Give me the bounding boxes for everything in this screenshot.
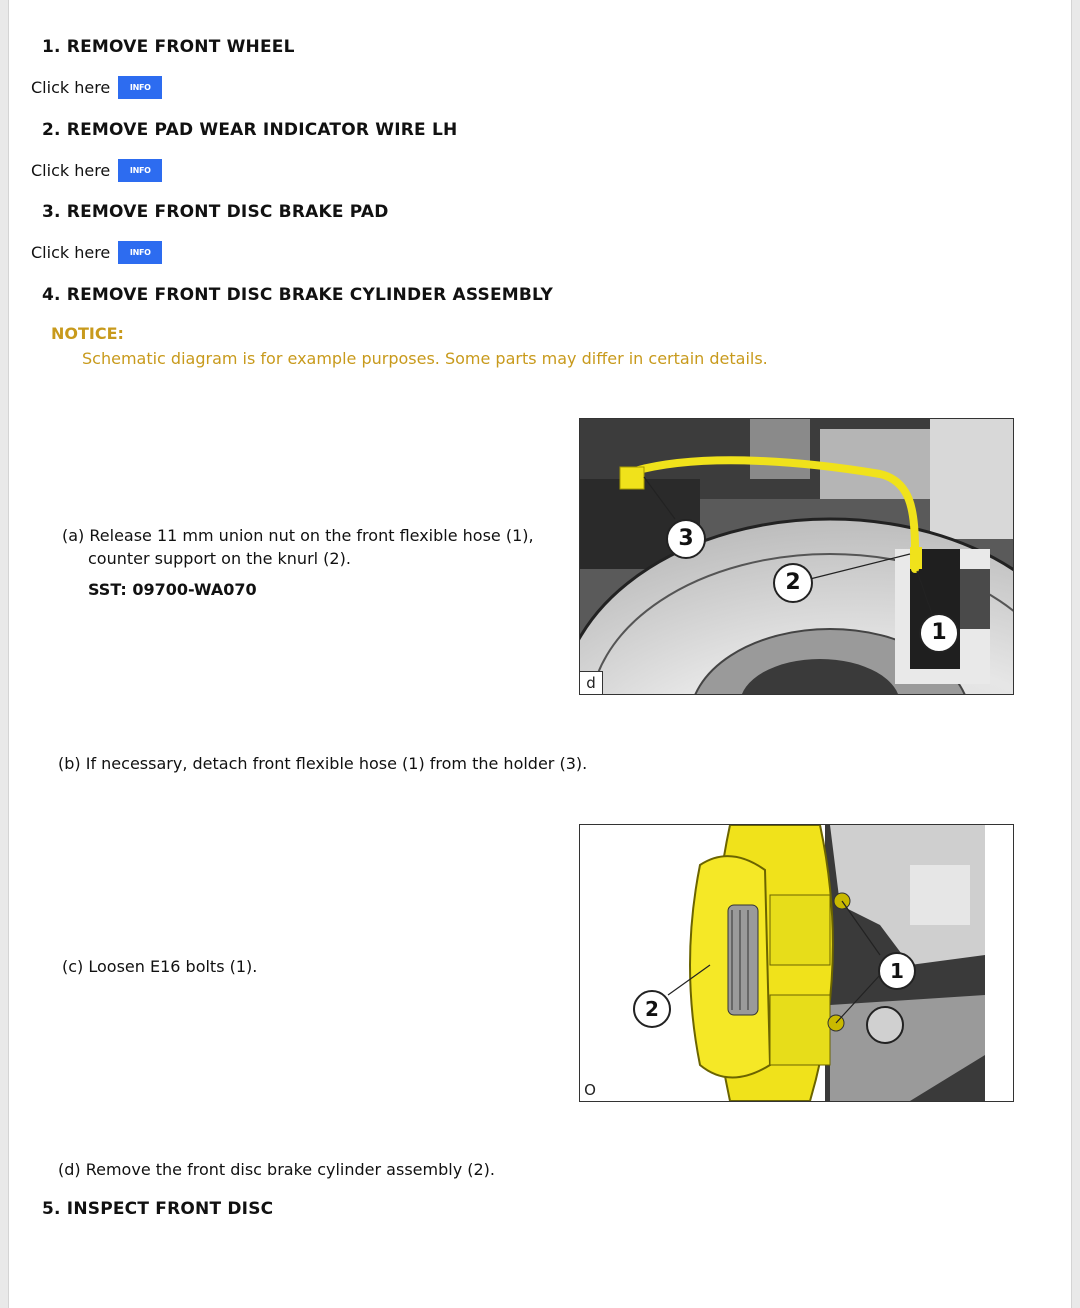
info-badge[interactable]: INFO [118, 76, 162, 99]
sst-number: SST: 09700-WA070 [88, 580, 257, 599]
step-4-title: 4. REMOVE FRONT DISC BRAKE CYLINDER ASSEMBLY [42, 285, 553, 305]
callout-2: 2 [773, 563, 813, 603]
step-3-title: 3. REMOVE FRONT DISC BRAKE PAD [42, 202, 389, 222]
page-left-edge [0, 0, 9, 1308]
click-here-link[interactable]: Click here [31, 243, 111, 262]
info-badge[interactable]: INFO [118, 159, 162, 182]
callout-1: 1 [919, 613, 959, 653]
substep-d: (d) Remove the front disc brake cylinder assembly (2). [58, 1160, 495, 1179]
step-1-title: 1. REMOVE FRONT WHEEL [42, 37, 295, 57]
step-2-link[interactable] [31, 159, 162, 182]
step-3-link[interactable] [31, 241, 162, 264]
click-here-link[interactable]: Click here [31, 161, 111, 180]
page-right-edge [1071, 0, 1080, 1308]
figure-corner-label: O [584, 1081, 596, 1099]
substep-a-line1: (a) Release 11 mm union nut on the front flexible hose (1), [62, 526, 534, 545]
figure-flexible-hose [579, 418, 1014, 695]
figure-corner-label: d [580, 671, 603, 694]
callout-1: 1 [878, 952, 916, 990]
substep-c: (c) Loosen E16 bolts (1). [62, 957, 258, 976]
caliper-diagram-illustration [580, 825, 1013, 1101]
substep-a-line2: counter support on the knurl (2). [88, 549, 351, 568]
substep-b: (b) If necessary, detach front flexible hose (1) from the holder (3). [58, 754, 588, 773]
notice-text: Schematic diagram is for example purposes. Some parts may differ in certain details. [82, 349, 768, 368]
callout-3: 3 [666, 519, 706, 559]
step-5-title: 5. INSPECT FRONT DISC [42, 1199, 274, 1219]
click-here-link[interactable]: Click here [31, 78, 111, 97]
info-badge[interactable]: INFO [118, 241, 162, 264]
notice-title: NOTICE: [51, 324, 124, 343]
step-1-link[interactable] [31, 76, 162, 99]
step-2-title: 2. REMOVE PAD WEAR INDICATOR WIRE LH [42, 120, 458, 140]
figure-brake-caliper [579, 824, 1014, 1102]
hose-diagram-illustration [580, 419, 1013, 694]
callout-2: 2 [633, 990, 671, 1028]
